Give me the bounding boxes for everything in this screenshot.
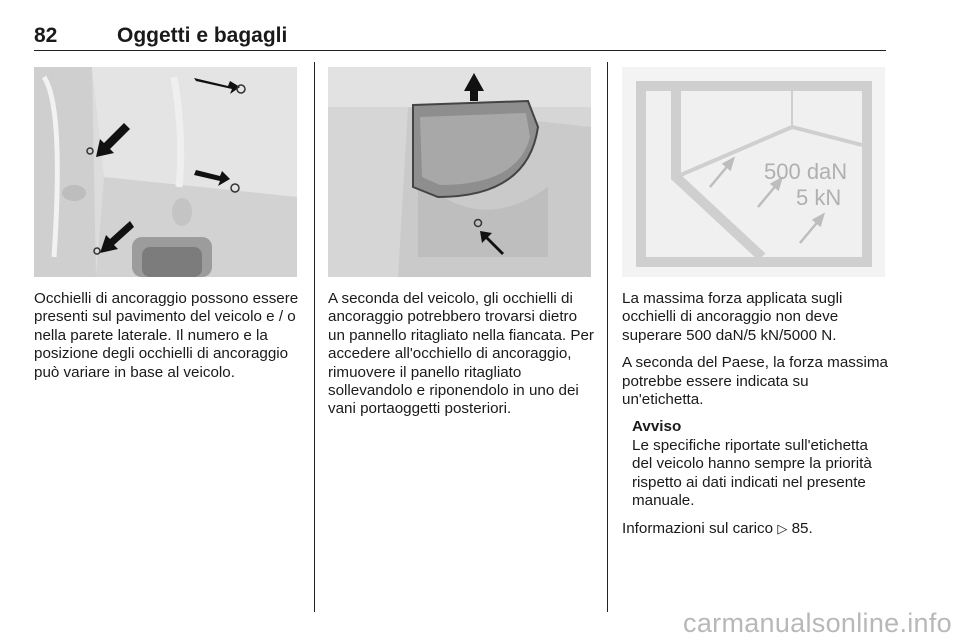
figure-van-interior-anchors <box>34 67 297 277</box>
note-text: Le specifiche riportate sull'etichetta del veicolo hanno sempre la priorità rispetto ai dati indicati nel presente manuale. <box>632 436 872 510</box>
page-number: 82 <box>34 24 58 47</box>
column-divider-1 <box>314 62 315 612</box>
label-force-kn: 5 kN <box>796 185 842 210</box>
col3-paragraph-2: A seconda del Paese, la forza massima potrebbe essere indicata su un'etichetta. <box>622 354 888 409</box>
column-1-text <box>34 290 299 391</box>
note-box <box>632 418 888 510</box>
cutout-panel-illustration <box>328 67 591 277</box>
column-2-text <box>328 290 594 428</box>
column-3-text <box>622 290 888 548</box>
page-title: Oggetti e bagagli <box>117 24 288 47</box>
watermark: carmanualsonline.info <box>683 608 952 638</box>
header-rule <box>34 50 886 51</box>
van-interior-illustration <box>34 67 297 277</box>
figure-cutout-panel <box>328 67 591 277</box>
page-header <box>34 10 886 50</box>
cross-reference[interactable] <box>622 520 888 538</box>
load-label-illustration <box>622 67 885 277</box>
note-title: Avviso <box>632 418 682 436</box>
column-divider-2 <box>607 62 608 612</box>
cross-reference-page: 85. <box>791 520 813 538</box>
col3-paragraph-1: La massima forza applicata sugli occhielli di ancoraggio non deve superare 500 daN/5 kN/5000 N. <box>622 290 843 344</box>
label-force-dan: 500 daN <box>764 159 848 184</box>
col2-paragraph: A seconda del veicolo, gli occhielli di ancoraggio potrebbero trovarsi dietro un pannello ritagliato nella fiancata. Per accedere all'occhiello di ancoraggio, rimuovere il panello ritagliato sollevandolo e riponendolo in uno dei vani portaoggetti posteriori. <box>328 290 594 418</box>
col1-paragraph: Occhielli di ancoraggio possono essere presenti sul pavimento del veicolo e / o nella parete laterale. Il numero e la posizione degli occhielli di ancoraggio può variare in base al veicolo. <box>34 290 299 381</box>
page-reference-icon: ▷ <box>777 521 788 537</box>
figure-load-label <box>622 67 885 277</box>
cross-reference-text: Informazioni sul carico <box>622 520 774 538</box>
